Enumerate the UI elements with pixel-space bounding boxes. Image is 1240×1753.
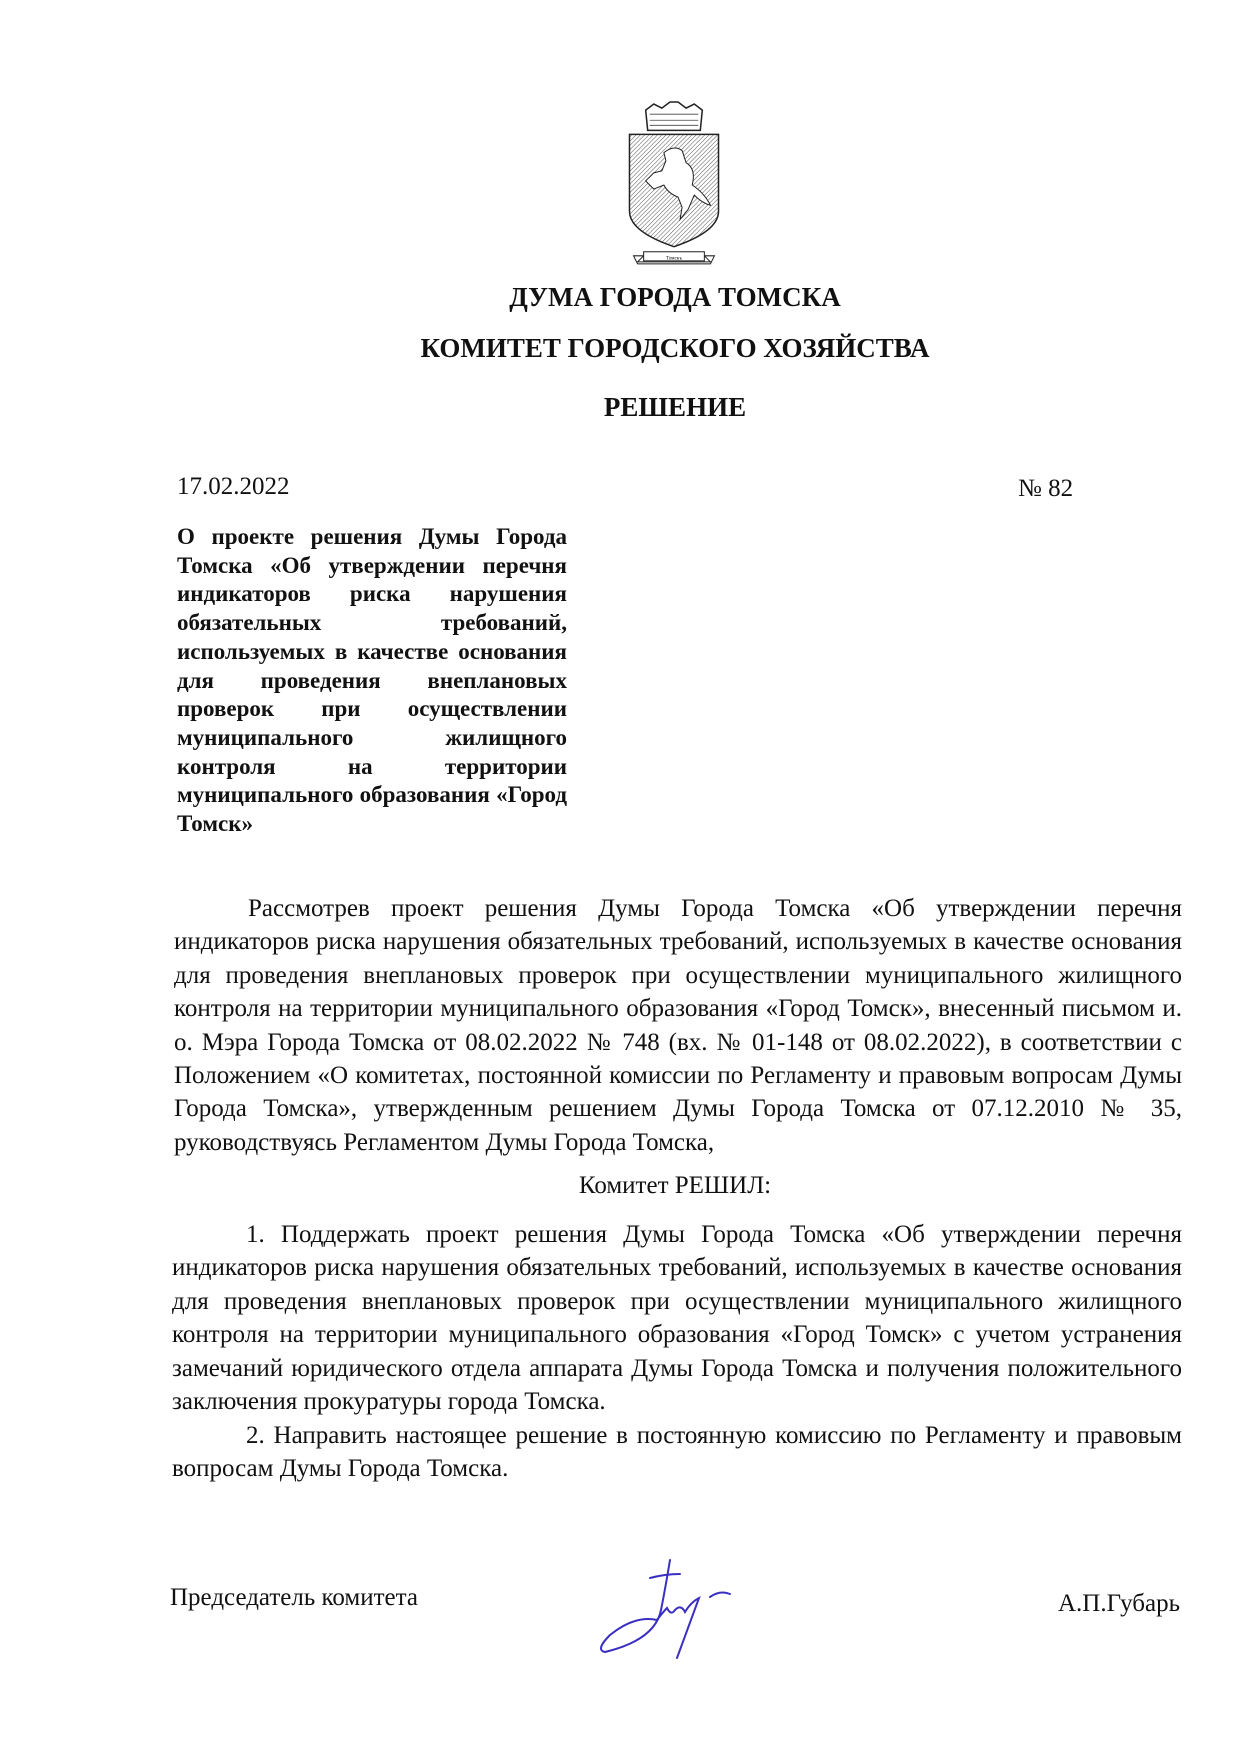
organization-name: ДУМА ГОРОДА ТОМСКА [509, 282, 841, 312]
document-type: РЕШЕНИЕ [603, 392, 747, 422]
signatory-name: А.П.Губарь [1058, 1590, 1180, 1617]
document-number: № 82 [1018, 475, 1074, 502]
resolved-heading: Комитет РЕШИЛ: [578, 1172, 772, 1199]
city-coat-of-arms-emblem [622, 100, 726, 272]
committee-name: КОМИТЕТ ГОРОДСКОГО ХОЗЯЙСТВА [420, 333, 930, 363]
emblem-motto: Томскъ [666, 255, 682, 262]
preamble-paragraph: Рассмотрев проект решения Думы Города Томска «Об утверждении перечня индикаторов риска нарушения обязательных требований, используемых в качестве основания для проведения внеплановых проверок при осуществлении муниципального жилищного контроля на территории муниципального образования «Город Томск», внесенный письмом и. о. Мэра Города Томска от 08.02.2022 № 748 (вх. № 01-148 от 08.02.2022), в соответствии с Положением «О комитетах, постоянной комиссии по Регламенту и правовым вопросам Думы Города Томска», утвержденным решением Думы Города Томска от 07.12.2010 № 35, руководствуясь Регламентом Думы Города Томска, [174, 895, 1182, 1156]
handwritten-signature [595, 1550, 825, 1660]
document-date: 17.02.2022 [177, 473, 290, 500]
resolution-item-1: 1. Поддержать проект решения Думы Города Томска «Об утверждении перечня индикаторов риска нарушения обязательных требований, используемых в качестве основания для проведения внеплановых проверок при осуществлении муниципального жилищного контроля на территории муниципального образования «Город Томск» с учетом устранения замечаний юридического отдела аппарата Думы Города Томска и получения положительного заключения прокуратуры города Томска. [172, 1221, 1182, 1416]
resolution-item-2: 2. Направить настоящее решение в постоянную комиссию по Регламенту и правовым вопросам Думы Города Томска. [172, 1422, 1182, 1483]
document-subject: О проекте решения Думы Города Томска «Об утверждении перечня индикаторов риска нарушения обязательных требований, используемых в качестве основания для проведения внеплановых проверок при осуществлении муниципального жилищного контроля на территории муниципального образования «Город Томск» [177, 524, 567, 837]
signatory-position: Председатель комитета [170, 1584, 418, 1611]
